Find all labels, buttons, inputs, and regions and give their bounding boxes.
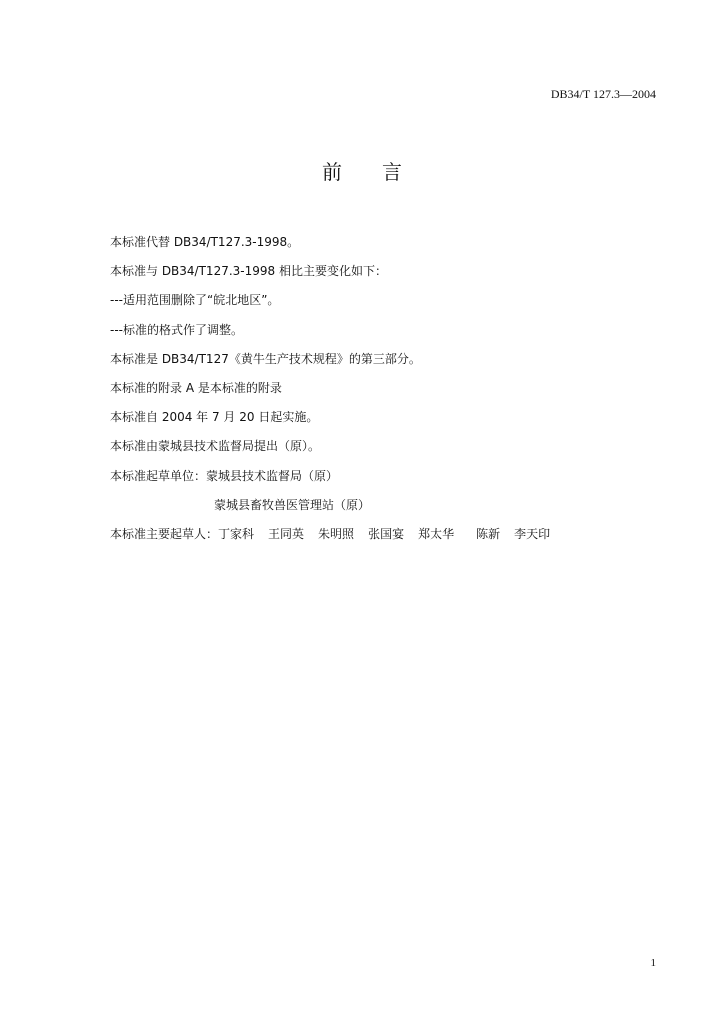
drafter-name: 陈新 — [476, 526, 501, 541]
paragraph-effective-date: 本标准自 2004 年 7 月 20 日起实施。 — [110, 410, 319, 425]
drafter-name: 李天印 — [514, 526, 551, 541]
foreword-body — [110, 230, 670, 551]
drafter-name: 张国宴 — [368, 526, 405, 541]
drafter-name: 丁家科 — [218, 526, 255, 541]
paragraph-replaces: 本标准代替 DB34/T127.3-1998。 — [110, 235, 300, 249]
paragraph-drafters — [110, 522, 670, 546]
title-part-1: 前 — [322, 160, 342, 184]
paragraph-proposed-by: 本标准由蒙城县技术监督局提出（原）。 — [110, 439, 321, 454]
page-number: 1 — [650, 957, 656, 969]
page-title — [0, 156, 724, 185]
paragraph-appendix: 本标准的附录 A 是本标准的附录 — [110, 380, 282, 395]
standard-code: DB34/T 127.3—2004 — [550, 87, 656, 101]
drafters-label: 本标准主要起草人： — [110, 526, 219, 541]
drafter-name: 王同英 — [268, 526, 305, 541]
paragraph-drafting-unit-2: 蒙城县畜牧兽医管理站（原） — [214, 497, 371, 512]
drafter-name: 朱明照 — [318, 526, 355, 541]
paragraph-change-scope: ---适用范围删除了“皖北地区”。 — [110, 293, 280, 308]
title-part-2: 言 — [382, 160, 402, 184]
paragraph-change-format: ---标准的格式作了调整。 — [110, 322, 243, 337]
paragraph-changes-intro: 本标准与 DB34/T127.3-1998 相比主要变化如下： — [110, 264, 387, 279]
paragraph-part-of: 本标准是 DB34/T127《黄牛生产技术规程》的第三部分。 — [110, 351, 421, 366]
paragraph-drafting-unit: 本标准起草单位：蒙城县技术监督局（原） — [110, 468, 339, 483]
drafter-name: 郑太华 — [418, 526, 455, 541]
